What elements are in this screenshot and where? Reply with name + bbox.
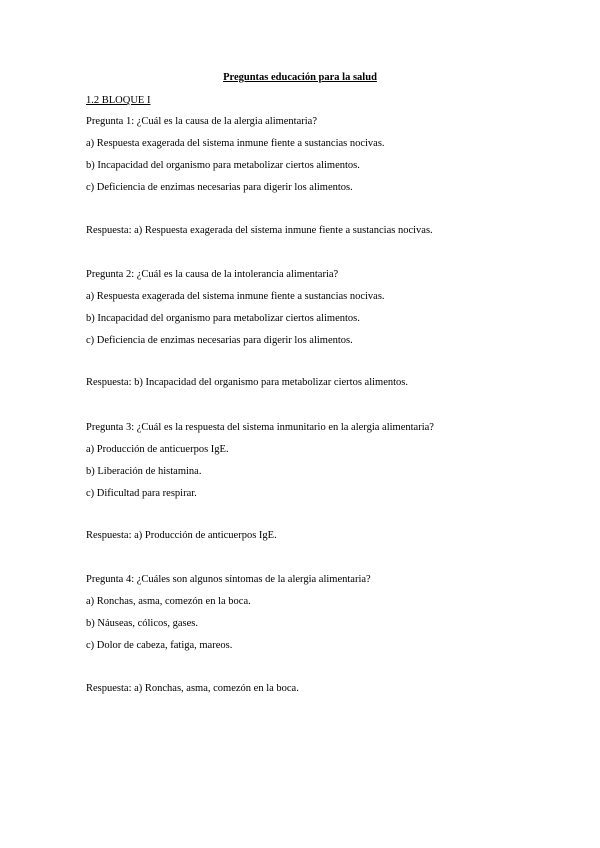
option-a: a) Ronchas, asma, comezón en la boca.: [86, 596, 251, 607]
question-block-4: [86, 573, 546, 661]
answer-3: Respuesta: a) Producción de anticuerpos IgE.: [86, 530, 277, 541]
option-b: b) Incapacidad del organismo para metabolizar ciertos alimentos.: [86, 160, 360, 171]
answer-2: Respuesta: b) Incapacidad del organismo para metabolizar ciertos alimentos.: [86, 377, 408, 388]
question-block-1: [86, 115, 546, 203]
option-b: b) Incapacidad del organismo para metabolizar ciertos alimentos.: [86, 313, 360, 324]
question-text: Pregunta 1: ¿Cuál es la causa de la alergia alimentaria?: [86, 116, 317, 127]
option-a: a) Respuesta exagerada del sistema inmune fiente a sustancias nocivas.: [86, 291, 385, 302]
question-block-3: [86, 421, 546, 509]
option-c: c) Dificultad para respirar.: [86, 488, 197, 499]
question-text: Pregunta 4: ¿Cuáles son algunos síntomas de la alergia alimentaria?: [86, 574, 371, 585]
answer-4: Respuesta: a) Ronchas, asma, comezón en la boca.: [86, 683, 299, 694]
option-a: a) Respuesta exagerada del sistema inmune fiente a sustancias nocivas.: [86, 138, 385, 149]
answer-1: Respuesta: a) Respuesta exagerada del sistema inmune fiente a sustancias nocivas.: [86, 225, 433, 236]
document-title: Preguntas educación para la salud: [223, 72, 377, 83]
option-c: c) Deficiencia de enzimas necesarias para digerir los alimentos.: [86, 335, 353, 346]
question-text: Pregunta 2: ¿Cuál es la causa de la intolerancia alimentaria?: [86, 269, 339, 280]
option-b: b) Náuseas, cólicos, gases.: [86, 618, 198, 629]
question-text: Pregunta 3: ¿Cuál es la respuesta del sistema inmunitario en la alergia alimentaria?: [86, 422, 434, 433]
option-a: a) Producción de anticuerpos IgE.: [86, 444, 229, 455]
option-c: c) Deficiencia de enzimas necesarias para digerir los alimentos.: [86, 182, 353, 193]
option-b: b) Liberación de histamina.: [86, 466, 202, 477]
question-block-2: [86, 268, 546, 356]
option-c: c) Dolor de cabeza, fatiga, mareos.: [86, 640, 233, 651]
section-heading: 1.2 BLOQUE I: [86, 95, 151, 106]
